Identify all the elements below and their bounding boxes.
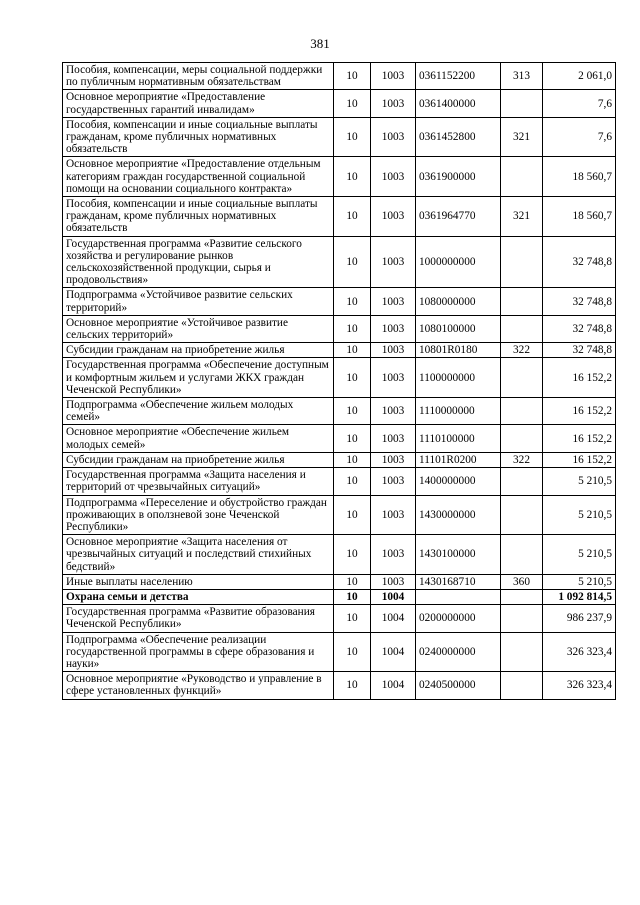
subsection-code: 1003 (371, 90, 416, 117)
subsection-code: 1003 (371, 495, 416, 535)
target-article-code: 0240500000 (416, 672, 501, 699)
expense-type-code (501, 535, 543, 575)
target-article-code: 0361900000 (416, 157, 501, 197)
subsection-code: 1004 (371, 632, 416, 672)
amount: 326 323,4 (543, 632, 616, 672)
expense-type-code (501, 236, 543, 288)
expense-type-code (501, 398, 543, 425)
section-code: 10 (334, 343, 371, 358)
section-code: 10 (334, 574, 371, 589)
table-row (63, 398, 616, 425)
subsection-code: 1003 (371, 468, 416, 495)
expense-type-code: 313 (501, 63, 543, 90)
row-name: Основное мероприятие «Устойчивое развитие сельских территорий» (63, 315, 334, 342)
section-code: 10 (334, 452, 371, 467)
expense-type-code (501, 288, 543, 315)
table-row (63, 574, 616, 589)
subsection-code: 1003 (371, 117, 416, 157)
table-row (63, 288, 616, 315)
expense-type-code (501, 495, 543, 535)
table-row (63, 589, 616, 604)
section-code: 10 (334, 468, 371, 495)
subsection-code: 1003 (371, 315, 416, 342)
amount: 986 237,9 (543, 605, 616, 632)
row-name: Основное мероприятие «Предоставление отдельным категориям граждан государственной социальной помощи на основании социального контракта» (63, 157, 334, 197)
expense-type-code: 321 (501, 197, 543, 237)
section-code: 10 (334, 672, 371, 699)
target-article-code: 0361152200 (416, 63, 501, 90)
section-code: 10 (334, 425, 371, 452)
row-name: Пособия, компенсации и иные социальные выплаты гражданам, кроме публичных нормативных обязательств (63, 117, 334, 157)
section-code: 10 (334, 605, 371, 632)
table-row (63, 358, 616, 398)
row-name: Государственная программа «Развитие образования Чеченской Республики» (63, 605, 334, 632)
row-name: Субсидии гражданам на приобретение жилья (63, 343, 334, 358)
table-row (63, 63, 616, 90)
target-article-code: 1430100000 (416, 535, 501, 575)
row-name: Основное мероприятие «Предоставление государственных гарантий инвалидам» (63, 90, 334, 117)
row-name: Подпрограмма «Устойчивое развитие сельских территорий» (63, 288, 334, 315)
amount: 7,6 (543, 117, 616, 157)
amount: 16 152,2 (543, 425, 616, 452)
expense-type-code (501, 605, 543, 632)
section-code: 10 (334, 288, 371, 315)
amount: 18 560,7 (543, 197, 616, 237)
section-code: 10 (334, 535, 371, 575)
target-article-code: 0240000000 (416, 632, 501, 672)
table-row (63, 343, 616, 358)
expense-type-code (501, 90, 543, 117)
subsection-code: 1003 (371, 63, 416, 90)
subsection-code: 1003 (371, 452, 416, 467)
row-name: Иные выплаты населению (63, 574, 334, 589)
table-row (63, 197, 616, 237)
target-article-code: 10801R0180 (416, 343, 501, 358)
target-article-code: 0361452800 (416, 117, 501, 157)
expense-type-code (501, 358, 543, 398)
table-row (63, 452, 616, 467)
target-article-code: 1000000000 (416, 236, 501, 288)
section-code: 10 (334, 632, 371, 672)
budget-table-body (63, 63, 616, 700)
target-article-code (416, 589, 501, 604)
amount: 32 748,8 (543, 343, 616, 358)
row-name: Основное мероприятие «Руководство и управление в сфере установленных функций» (63, 672, 334, 699)
target-article-code: 1110100000 (416, 425, 501, 452)
amount: 1 092 814,5 (543, 589, 616, 604)
row-name: Подпрограмма «Обеспечение жильем молодых семей» (63, 398, 334, 425)
subsection-code: 1003 (371, 343, 416, 358)
subsection-code: 1003 (371, 197, 416, 237)
row-name: Субсидии гражданам на приобретение жилья (63, 452, 334, 467)
subsection-code: 1003 (371, 398, 416, 425)
amount: 32 748,8 (543, 236, 616, 288)
target-article-code: 0200000000 (416, 605, 501, 632)
section-code: 10 (334, 197, 371, 237)
section-code: 10 (334, 236, 371, 288)
subsection-code: 1003 (371, 157, 416, 197)
table-row (63, 315, 616, 342)
section-code: 10 (334, 589, 371, 604)
expense-type-code (501, 468, 543, 495)
row-name: Пособия, компенсации, меры социальной поддержки по публичным нормативным обязательствам (63, 63, 334, 90)
budget-table (62, 62, 616, 700)
subsection-code: 1003 (371, 425, 416, 452)
subsection-code: 1004 (371, 589, 416, 604)
expense-type-code: 321 (501, 117, 543, 157)
table-row (63, 495, 616, 535)
table-row (63, 468, 616, 495)
amount: 5 210,5 (543, 535, 616, 575)
table-row (63, 535, 616, 575)
subsection-code: 1003 (371, 535, 416, 575)
row-name: Охрана семьи и детства (63, 589, 334, 604)
amount: 16 152,2 (543, 452, 616, 467)
section-code: 10 (334, 315, 371, 342)
expense-type-code (501, 672, 543, 699)
row-name: Пособия, компенсации и иные социальные выплаты гражданам, кроме публичных нормативных обязательств (63, 197, 334, 237)
target-article-code: 1430168710 (416, 574, 501, 589)
amount: 16 152,2 (543, 398, 616, 425)
section-code: 10 (334, 90, 371, 117)
expense-type-code: 322 (501, 343, 543, 358)
section-code: 10 (334, 157, 371, 197)
table-row (63, 425, 616, 452)
expense-type-code (501, 589, 543, 604)
row-name: Государственная программа «Защита населения и территорий от чрезвычайных ситуаций» (63, 468, 334, 495)
target-article-code: 1100000000 (416, 358, 501, 398)
subsection-code: 1003 (371, 574, 416, 589)
table-row (63, 672, 616, 699)
page-number: 381 (310, 36, 330, 51)
row-name: Подпрограмма «Переселение и обустройство граждан проживающих в оползневой зоне Чеченской Республики» (63, 495, 334, 535)
subsection-code: 1004 (371, 605, 416, 632)
amount: 5 210,5 (543, 574, 616, 589)
section-code: 10 (334, 358, 371, 398)
target-article-code: 1430000000 (416, 495, 501, 535)
amount: 2 061,0 (543, 63, 616, 90)
section-code: 10 (334, 398, 371, 425)
section-code: 10 (334, 117, 371, 157)
target-article-code: 1080000000 (416, 288, 501, 315)
target-article-code: 1400000000 (416, 468, 501, 495)
table-row (63, 90, 616, 117)
subsection-code: 1004 (371, 672, 416, 699)
amount: 5 210,5 (543, 468, 616, 495)
section-code: 10 (334, 63, 371, 90)
expense-type-code: 322 (501, 452, 543, 467)
expense-type-code (501, 632, 543, 672)
expense-type-code (501, 425, 543, 452)
row-name: Основное мероприятие «Обеспечение жильем молодых семей» (63, 425, 334, 452)
expense-type-code (501, 315, 543, 342)
table-row (63, 605, 616, 632)
amount: 18 560,7 (543, 157, 616, 197)
expense-type-code (501, 157, 543, 197)
subsection-code: 1003 (371, 288, 416, 315)
row-name: Основное мероприятие «Защита населения от чрезвычайных ситуаций и последствий стихийных бедствий» (63, 535, 334, 575)
amount: 16 152,2 (543, 358, 616, 398)
table-row (63, 632, 616, 672)
amount: 5 210,5 (543, 495, 616, 535)
row-name: Подпрограмма «Обеспечение реализации государственной программы в сфере образования и науки» (63, 632, 334, 672)
row-name: Государственная программа «Обеспечение доступным и комфортным жильем и услугами ЖКХ граждан Чеченской Республики» (63, 358, 334, 398)
target-article-code: 11101R0200 (416, 452, 501, 467)
amount: 7,6 (543, 90, 616, 117)
target-article-code: 0361964770 (416, 197, 501, 237)
table-row (63, 157, 616, 197)
table-row (63, 236, 616, 288)
target-article-code: 0361400000 (416, 90, 501, 117)
subsection-code: 1003 (371, 236, 416, 288)
section-code: 10 (334, 495, 371, 535)
target-article-code: 1110000000 (416, 398, 501, 425)
amount: 326 323,4 (543, 672, 616, 699)
target-article-code: 1080100000 (416, 315, 501, 342)
amount: 32 748,8 (543, 288, 616, 315)
expense-type-code: 360 (501, 574, 543, 589)
amount: 32 748,8 (543, 315, 616, 342)
row-name: Государственная программа «Развитие сельского хозяйства и регулирование рынков сельскохозяйственной продукции, сырья и продовольствия» (63, 236, 334, 288)
table-row (63, 117, 616, 157)
subsection-code: 1003 (371, 358, 416, 398)
